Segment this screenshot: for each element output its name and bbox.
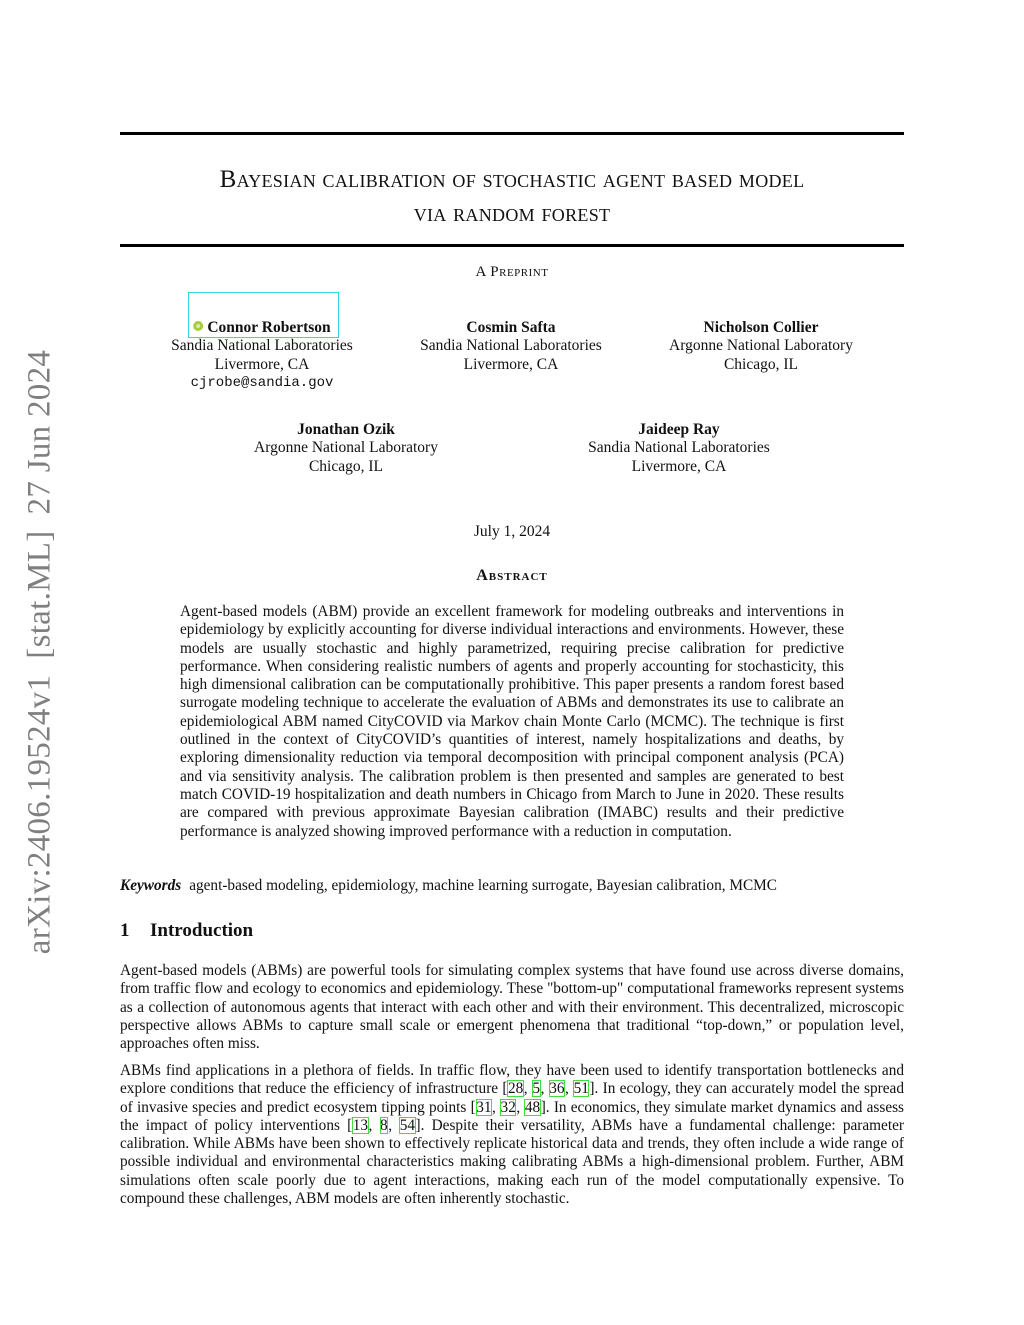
- intro-paragraph-2: ABMs find applications in a plethora of fields. In traffic flow, they have been used to identify transportation bottlenecks and explore conditions that reduce the efficiency of infrastructure [28, 5, 36, 51]. In ecology, they can accurately model the spread of invasive species and predict ecosystem tipping points [31, 32, 48]. In economics, they simulate market dynamics and assess the impact of policy interventions [13, 8, 54]. Despite their versatility, ABMs have a fundamental challenge: parameter calibration. While ABMs have been shown to effectively replicate historical data and trends, they often include a wide range of possible individual and environmental characteristics making calibrating ABMs a high-dimensional problem. Further, ABM simulations often scale poorly due to agent interactions, making each run of the model computationally expensive. To compound these challenges, ABM models are often inherently stochastic.: [120, 1062, 905, 1208]
- author-email-link[interactable]: cjrobe@sandia.gov: [190, 374, 334, 391]
- keywords-label: Keywords: [120, 877, 182, 894]
- preprint-label: A Preprint: [475, 264, 549, 280]
- author-name: Connor Robertson: [207, 319, 331, 336]
- citation-link[interactable]: 28: [507, 1080, 524, 1098]
- author-name: Cosmin Safta: [466, 319, 556, 336]
- author-affiliation: Sandia National Laboratories: [171, 337, 353, 355]
- citation-link[interactable]: 48: [524, 1098, 541, 1116]
- author-location: Chicago, IL: [308, 457, 384, 475]
- author-jonathan-ozik: [254, 421, 438, 476]
- title-bottom-rule: [120, 244, 904, 247]
- citation-link[interactable]: 31: [476, 1098, 492, 1116]
- author-location: Livermore, CA: [631, 457, 727, 475]
- keywords: [120, 877, 904, 895]
- arxiv-category: [stat.ML]: [21, 530, 58, 659]
- arxiv-id: arXiv:2406.19524v1: [21, 674, 58, 955]
- author-location: Chicago, IL: [723, 355, 799, 373]
- author-cosmin-safta: [420, 319, 602, 374]
- intro-paragraph-1: Agent-based models (ABMs) are powerful tools for simulating complex systems that have found use across diverse domains, from traffic flow and ecology to economics and epidemiology. These "bottom-up" computational frameworks represent systems as a collection of autonomous agents that interact with each other and with their environment. This decentralized, microscopic perspective allows ABMs to capture small scale or emergent phenomena that traditional “top-down,” or population level, approaches often miss.: [120, 962, 904, 1053]
- arxiv-date: 27 Jun 2024: [21, 349, 58, 515]
- citation-link[interactable]: 13: [352, 1116, 369, 1134]
- citation-link[interactable]: 32: [500, 1098, 516, 1116]
- citation-link[interactable]: 54: [399, 1116, 415, 1134]
- citation-link[interactable]: 51: [573, 1080, 589, 1098]
- author-location: Livermore, CA: [214, 355, 310, 373]
- section-number: 1: [120, 920, 130, 941]
- author-link-highlight[interactable]: [188, 292, 339, 338]
- author-jaideep-ray: [588, 421, 770, 476]
- citation-link[interactable]: 36: [549, 1080, 565, 1098]
- section-title: Introduction: [150, 920, 254, 941]
- publication-date: July 1, 2024: [473, 523, 551, 540]
- author-location: Livermore, CA: [463, 355, 559, 373]
- keywords-list: agent-based modeling, epidemiology, machine learning surrogate, Bayesian calibration, MCMC: [189, 877, 777, 894]
- author-affiliation: Sandia National Laboratories: [588, 439, 770, 457]
- author-name: Jonathan Ozik: [297, 421, 395, 438]
- paper-title: Bayesian calibration of stochastic agent based model via random forest: [219, 166, 805, 227]
- author-affiliation: Argonne National Laboratory: [669, 337, 853, 355]
- author-nicholson-collier: [669, 319, 853, 374]
- citation-link[interactable]: 5: [532, 1080, 541, 1098]
- author-name: Jaideep Ray: [638, 421, 720, 438]
- abstract-text: Agent-based models (ABM) provide an excellent framework for modeling outbreaks and interventions in epidemiology by explicitly accounting for diverse individual interactions and environments. However, these models are usually stochastic and highly parametrized, requiring precise calibration for predictive performance. When considering realistic numbers of agents and properly accounting for stochasticity, this high dimensional calibration can be computationally prohibitive. This paper presents a random forest based surrogate modeling technique to accelerate the evaluation of ABMs and demonstrates its use to calibrate an epidemiological ABM named CityCOVID via Markov chain Monte Carlo (MCMC). The technique is first outlined in the context of CityCOVID’s quantities of interest, namely hospitalizations and deaths, by exploring dimensionality reduction via temporal decomposition with principal component analysis (PCA) and via sensitivity analysis. The calibration problem is then presented and samples are generated to best match COVID-19 hospitalization and death numbers in Chicago from March to June in 2020. These results are compared with previous approximate Bayesian calibration (IMABC) results and their predictive performance is analyzed showing improved performance with a reduction in computation.: [180, 603, 844, 840]
- citation-link[interactable]: 8: [380, 1116, 388, 1134]
- author-affiliation: Sandia National Laboratories: [420, 337, 602, 355]
- author-affiliation: Argonne National Laboratory: [254, 439, 438, 457]
- top-rule: [120, 132, 904, 135]
- section-heading-introduction: [120, 920, 253, 942]
- author-name: Nicholson Collier: [703, 319, 819, 336]
- arxiv-identifier: [22, 342, 59, 962]
- abstract-heading: Abstract: [476, 567, 548, 584]
